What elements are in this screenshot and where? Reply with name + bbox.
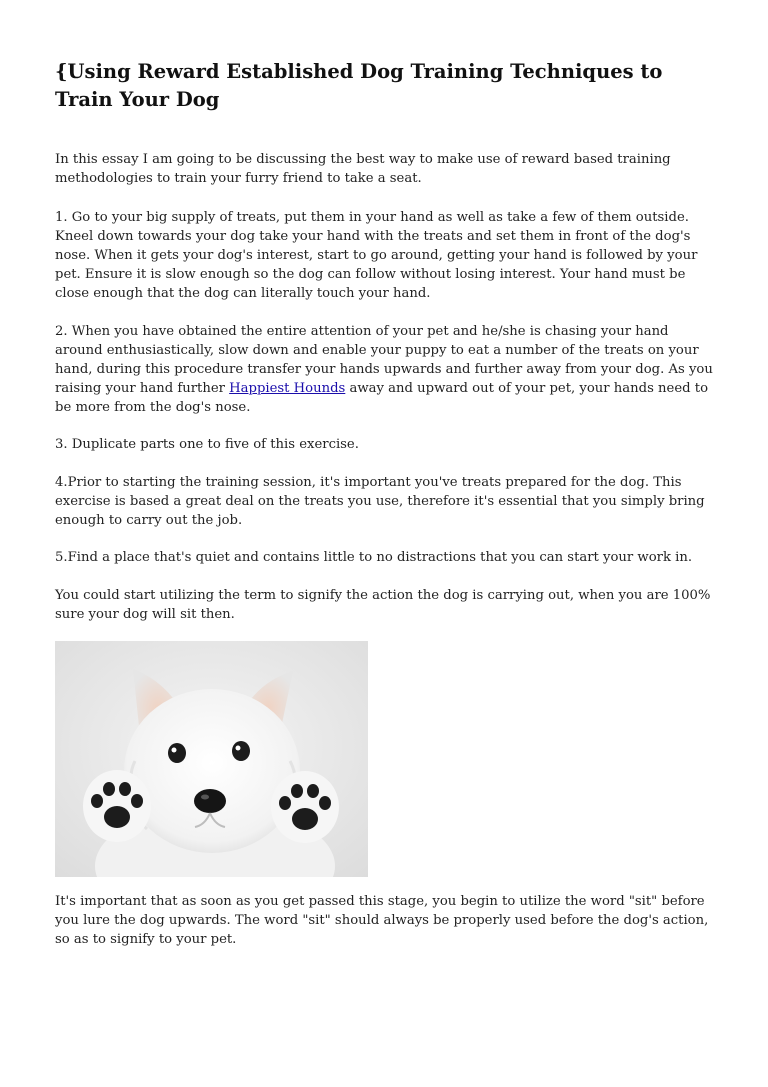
paragraph-intro: In this essay I am going to be discussing the best way to make use of reward based training methodologies to train your furry friend to take a seat. (55, 152, 671, 186)
step-2-text-before: 2. When you have obtained the entire attention of your pet and he/she is chasing your hand around enthusiastically, slow down and enable your puppy to eat a number of the treats on your hand, during this procedure transfer your hands upwards and further away from your dog. As you raising your hand further (55, 324, 713, 396)
paragraph-step-5: 5.Find a place that's quiet and contains little to no distractions that you can start your work in. (55, 550, 693, 565)
paragraph-step-1: 1. Go to your big supply of treats, put them in your hand as well as take a few of them outside. Kneel down towards your dog take your hand with the treats and set them in front of the dog's nose. When it gets your dog's interest, start to go around, getting your hand is followed by your pet. Ensure it is slow enough so the dog can follow without losing interest. Your hand must be close enough that the dog can literally touch your hand. (55, 210, 698, 301)
step-2-text-after: away and upward out of your pet, your hands need to be more from the dog's nose. (55, 381, 709, 415)
paragraph-step-3: 3. Duplicate parts one to five of this exercise. (55, 437, 359, 452)
document-page (55, 58, 715, 947)
paragraph-step-2 (55, 322, 715, 417)
puppy-photo (55, 641, 368, 877)
paragraph-closing: It's important that as soon as you get passed this stage, you begin to utilize the word "sit" before you lure the dog upwards. The word "sit" should always be properly used before the dog's action, so as to signify to your pet. (55, 894, 709, 947)
paragraph-term: You could start utilizing the term to signify the action the dog is carrying out, when you are 100% sure your dog will sit then. (55, 588, 711, 622)
happiest-hounds-link[interactable]: Happiest Hounds (229, 381, 346, 396)
document-title: {Using Reward Established Dog Training Techniques to Train Your Dog (55, 60, 663, 111)
puppy-illustration (55, 641, 368, 877)
paragraph-step-4: 4.Prior to starting the training session, it's important you've treats prepared for the dog. This exercise is based a great deal on the treats you use, therefore it's essential that you simply bring enough to carry out the job. (55, 475, 705, 528)
